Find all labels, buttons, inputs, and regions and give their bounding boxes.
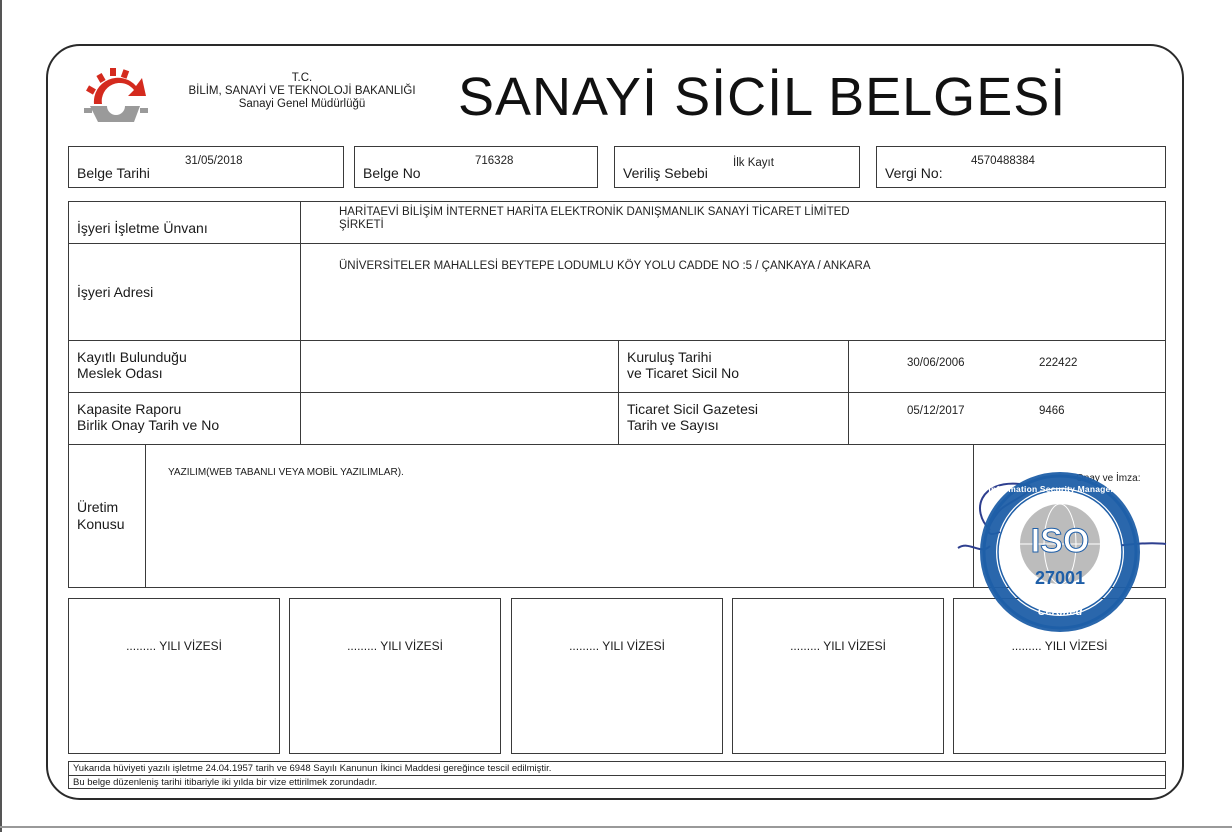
- kurulus-label-cell: [619, 341, 849, 393]
- adres-value-cell: [301, 244, 1165, 341]
- gazete-value-cell: [849, 393, 1165, 444]
- vize-label-5: ......... YILI VİZESİ: [1011, 639, 1108, 653]
- kapasite-value-cell: [301, 393, 619, 444]
- gazete-sayisi-value: 9466: [1039, 405, 1065, 417]
- belge-tarihi-box: [68, 146, 344, 188]
- adres-value: ÜNİVERSİTELER MAHALLESİ BEYTEPE LODUMLU KÖY YOLU CADDE NO :5 / ÇANKAYA / ANKARA: [339, 260, 871, 272]
- directorate-name: Sanayi Genel Müdürlüğü: [238, 98, 366, 110]
- kapasite-label: [77, 401, 219, 433]
- vergi-box: [876, 146, 1166, 188]
- unvan-line-1: HARİTAEVİ BİLİŞİM İNTERNET HARİTA ELEKTRONİK DANIŞMANLIK SANAYİ TİCARET LİMİTED: [339, 206, 850, 218]
- vize-box-1: [68, 598, 280, 754]
- adres-label: İşyeri Adresi: [77, 284, 154, 300]
- gazete-label-line-1: Ticaret Sicil Gazetesi: [627, 401, 758, 417]
- ministry-logo-icon: [80, 66, 160, 128]
- vergi-label: Vergi No:: [885, 165, 943, 181]
- iso-seal-number: 27001: [1034, 568, 1086, 588]
- vize-box-3: [511, 598, 723, 754]
- uretim-label-line-2: Konusu: [77, 516, 125, 532]
- adres-label-cell: [69, 244, 301, 341]
- scan-edge-bottom: [0, 826, 1232, 828]
- ticaret-sicil-no-value: 222422: [1039, 357, 1078, 369]
- main-table: [68, 201, 1166, 445]
- kapasite-label-line-1: Kapasite Raporu: [77, 401, 182, 417]
- kurulus-label-line-1: Kuruluş Tarihi: [627, 349, 712, 365]
- country-text: T.C.: [291, 72, 313, 84]
- belge-tarihi-label: Belge Tarihi: [77, 165, 150, 181]
- meslek-label-line-1: Kayıtlı Bulunduğu: [77, 349, 187, 365]
- gazete-tarihi-value: 05/12/2017: [907, 405, 965, 417]
- meslek-label-cell: [69, 341, 301, 393]
- kurulus-value-cell: [849, 341, 1165, 393]
- unvan-value-cell: [301, 202, 1165, 244]
- kurulus-label: [627, 349, 739, 381]
- belge-no-box: [354, 146, 598, 188]
- unvan-label-cell: [69, 202, 301, 244]
- vergi-value: 4570488384: [971, 155, 1035, 167]
- unvan-line-2: ŞİRKETİ: [339, 219, 384, 231]
- ministry-name: BİLİM, SANAYİ VE TEKNOLOJİ BAKANLIĞI: [188, 85, 416, 97]
- gazete-label-cell: [619, 393, 849, 444]
- belge-no-label: Belge No: [363, 165, 421, 181]
- vize-label-1: ......... YILI VİZESİ: [126, 639, 222, 653]
- iso-seal-certified: Certified: [1037, 606, 1083, 618]
- document-title: SANAYİ SİCİL BELGESİ: [458, 67, 1067, 127]
- kapasite-label-cell: [69, 393, 301, 444]
- verilis-box: [614, 146, 860, 188]
- gazete-label-line-2: Tarih ve Sayısı: [627, 417, 719, 433]
- unvan-label: İşyeri İşletme Ünvanı: [77, 220, 208, 236]
- kapasite-label-line-2: Birlik Onay Tarih ve No: [77, 417, 220, 433]
- kurulus-tarihi-value: 30/06/2006: [907, 357, 965, 369]
- belge-no-value: 716328: [475, 155, 514, 167]
- footer-line-1: Yukarıda hüviyeti yazılı işletme 24.04.1957 tarih ve 6948 Sayılı Kanunun İkinci Maddesi gereğince tescil edilmiştir.: [73, 763, 552, 774]
- uretim-label-line-1: Üretim: [77, 499, 119, 515]
- uretim-value: YAZILIM(WEB TABANLI VEYA MOBİL YAZILIMLAR).: [168, 467, 404, 478]
- meslek-label-line-2: Meslek Odası: [77, 365, 163, 381]
- footer-divider: [69, 775, 1165, 776]
- vize-box-2: [289, 598, 501, 754]
- footer-line-2: Bu belge düzenleniş tarihi itibariyle iki yılda bir vize ettirilmek zorundadır.: [73, 777, 378, 788]
- iso-seal-main: ISO: [1030, 522, 1090, 560]
- meslek-value-cell: [301, 341, 619, 393]
- iso-seal-text: [980, 472, 1140, 632]
- onay-label: Onay ve İmza:: [1076, 473, 1141, 484]
- verilis-label: Veriliş Sebebi: [623, 165, 708, 181]
- vize-label-4: ......... YILI VİZESİ: [790, 639, 886, 653]
- kurulus-label-line-2: ve Ticaret Sicil No: [627, 365, 740, 381]
- vize-label-2: ......... YILI VİZESİ: [347, 639, 443, 653]
- vize-label-3: ......... YILI VİZESİ: [569, 639, 665, 653]
- scan-edge-left: [0, 0, 2, 832]
- vize-box-4: [732, 598, 944, 754]
- belge-tarihi-value: 31/05/2018: [185, 155, 243, 167]
- meslek-label: [77, 349, 187, 381]
- iso-seal-top-text: Information Security Management: [988, 484, 1132, 494]
- uretim-label: [77, 499, 124, 533]
- footer-box: [68, 761, 1166, 789]
- gazete-label: [627, 401, 758, 433]
- ministry-block: [160, 72, 444, 111]
- unvan-value: [339, 206, 850, 232]
- verilis-value: İlk Kayıt: [733, 157, 774, 169]
- uretim-label-cell: [69, 445, 146, 587]
- uretim-value-cell: [146, 445, 974, 587]
